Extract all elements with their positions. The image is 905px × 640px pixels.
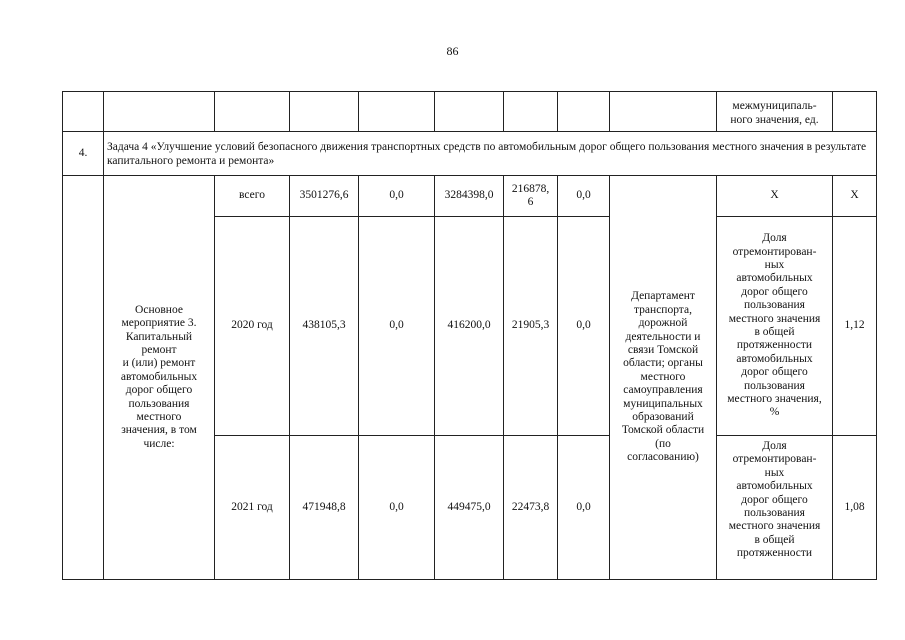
total-value: 471948,8 [302, 500, 346, 513]
table-cell [214, 91, 290, 132]
regional-cell [434, 175, 504, 217]
table-cell [103, 91, 215, 132]
executor-text: Департамент транспорта, дорожной деятельности и связи Томской области; органы местного самоуправления муниципальных образований Томской области (по согласованию) [621, 290, 705, 464]
regional-cell [434, 435, 504, 580]
local-cell [503, 175, 558, 217]
federal-value: 0,0 [389, 319, 404, 332]
measure-name-cell [103, 175, 215, 580]
other-value: 0,0 [576, 319, 591, 332]
indicator-value: 1,08 [844, 500, 865, 513]
table-cell [557, 91, 610, 132]
executor-cell [609, 175, 717, 580]
regional-value: 416200,0 [447, 319, 491, 332]
period-cell [214, 435, 290, 580]
total-cell [289, 435, 359, 580]
table-cell [503, 91, 558, 132]
indicator-value-cell [832, 435, 877, 580]
federal-value: 0,0 [389, 189, 404, 202]
federal-cell [358, 216, 435, 436]
indicator-text: межмуниципаль- ного значения, ед. [730, 100, 819, 126]
indicator-value-cell [832, 216, 877, 436]
indicator-value-cell [832, 175, 877, 217]
row-number: 4. [78, 146, 88, 159]
local-value: 21905,3 [511, 319, 550, 332]
indicator-text: Х [770, 189, 779, 202]
federal-value: 0,0 [389, 500, 404, 513]
federal-cell [358, 175, 435, 217]
total-cell [289, 216, 359, 436]
task-cell [103, 131, 877, 176]
row-number-cell [62, 131, 104, 176]
other-cell [557, 435, 610, 580]
table-cell [434, 91, 504, 132]
indicator-text: Доля отремонтирован- ных автомобильных дорог общего пользования местного значения в общей протяженности автомобильных дорог общего пользования местного значения, % [727, 232, 822, 419]
indicator-value: 1,12 [844, 319, 865, 332]
period-cell [214, 216, 290, 436]
total-value: 438105,3 [302, 319, 346, 332]
indicator-cell [716, 91, 833, 132]
indicator-text: Доля отремонтирован- ных автомобильных дорог общего пользования местного значения в общей протяженности [728, 440, 821, 560]
regional-value: 3284398,0 [444, 189, 494, 202]
task-text: Задача 4 «Улучшение условий безопасного движения транспортных средств по автомобильным дорог общего пользования местного значения в результате капитального ремонта и ремонта» [107, 140, 867, 167]
total-cell [289, 175, 359, 217]
indicator-value: Х [850, 189, 859, 202]
other-value: 0,0 [576, 500, 591, 513]
table-cell [832, 91, 877, 132]
table-cell [609, 91, 717, 132]
other-value: 0,0 [576, 189, 591, 202]
federal-cell [358, 435, 435, 580]
table-cell [62, 175, 104, 580]
period-label: 2021 год [231, 500, 273, 513]
local-value: 22473,8 [511, 500, 550, 513]
indicator-cell [716, 216, 833, 436]
page-number: 86 [446, 44, 459, 58]
period-label: всего [239, 189, 265, 202]
indicator-cell [716, 435, 833, 580]
other-cell [557, 175, 610, 217]
local-cell [503, 216, 558, 436]
total-value: 3501276,6 [299, 189, 349, 202]
table-cell [289, 91, 359, 132]
table-cell [62, 91, 104, 132]
measure-name: Основное мероприятие 3. Капитальный ремонт и (или) ремонт автомобильных дорог общего пользования местного значения, в том числе: [120, 303, 198, 450]
regional-value: 449475,0 [447, 500, 491, 513]
local-value: 216878, 6 [511, 182, 550, 208]
other-cell [557, 216, 610, 436]
period-cell [214, 175, 290, 217]
table-cell [358, 91, 435, 132]
period-label: 2020 год [231, 319, 273, 332]
local-cell [503, 435, 558, 580]
indicator-cell [716, 175, 833, 217]
regional-cell [434, 216, 504, 436]
